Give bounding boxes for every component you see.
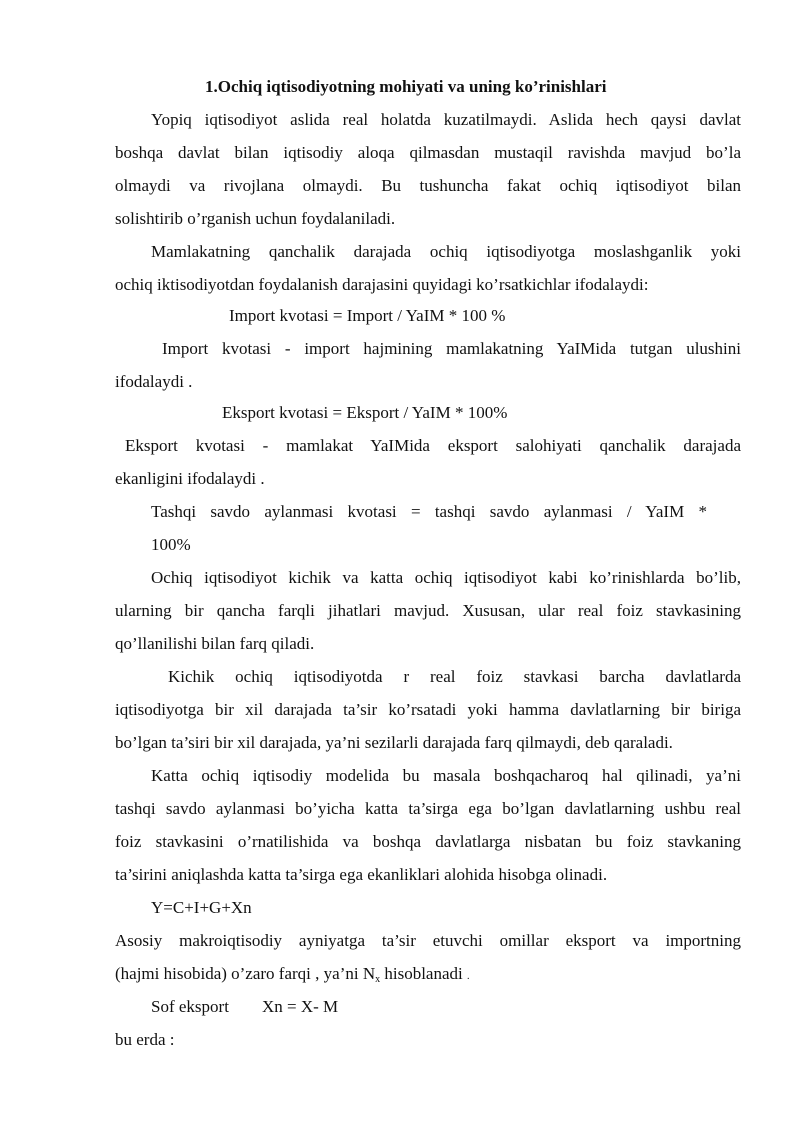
p4-line-2: ekanligini ifodalaydi .	[115, 469, 265, 488]
p3-line-1: Import kvotasi - import hajmining mamlakatning YaIMida tutgan ulushini	[162, 339, 741, 358]
formula-import: Import kvotasi = Import / YaIM * 100 %	[229, 306, 506, 325]
p2-line-2: ochiq iktisodiyotdan foydalanish darajasini quyidagi ko’rsatkichlar ifodalaydi:	[115, 275, 649, 294]
p8-line-3: foiz stavkasini o’rnatilishida va boshqa davlatlarga nisbatan bu foiz stavkaning	[115, 832, 741, 851]
p7-line-3: bo’lgan ta’siri bir xil darajada, ya’ni sezilarli darajada farq qilmaydi, deb qaraladi.	[115, 733, 673, 752]
p8-line-2: tashqi savdo aylanmasi bo’yicha katta ta’sirga ega bo’lgan davlatlarning ushbu real	[115, 799, 741, 818]
p5-line-2: 100%	[151, 535, 191, 554]
p9-line-2-dot: .	[467, 971, 470, 982]
p5-line-1: Tashqi savdo aylanmasi kvotasi = tashqi savdo aylanmasi / YaIM *	[151, 502, 707, 521]
p9-line-2-text-a: (hajmi hisobida) o’zaro farqi , ya’ni N	[115, 964, 376, 983]
p8-line-4: ta’sirini aniqlashda katta ta’sirga ega ekanliklari alohida hisobga olinadi.	[115, 865, 608, 884]
p2-line-1: Mamlakatning qanchalik darajada ochiq iqtisodiyotga moslashganlik yoki	[151, 242, 741, 261]
p4-line-1: Eksport kvotasi - mamlakat YaIMida eksport salohiyati qanchalik darajada	[125, 436, 741, 455]
formula-export: Eksport kvotasi = Eksport / YaIM * 100%	[222, 403, 508, 422]
p9-line-2-subscript: x	[375, 974, 381, 985]
p1-line-4: solishtirib o’rganish uchun foydalaniladi.	[115, 209, 396, 228]
p9-line-2-text-b: hisoblanadi	[380, 964, 463, 983]
p3-line-2: ifodalaydi .	[115, 372, 193, 391]
formula-gdp: Y=C+I+G+Xn	[151, 898, 252, 917]
p7-line-1: Kichik ochiq iqtisodiyotda r real foiz stavkasi barcha davlatlarda	[168, 667, 741, 686]
p8-line-1: Katta ochiq iqtisodiy modelida bu masala boshqacharoq hal qilinadi, ya’ni	[151, 766, 741, 785]
p9-line-2	[115, 964, 470, 987]
p6-line-2: ularning bir qancha farqli jihatlari mavjud. Xususan, ular real foiz stavkasining	[115, 601, 741, 620]
p9-line-1: Asosiy makroiqtisodiy ayniyatga ta’sir etuvchi omillar eksport va importning	[115, 931, 741, 950]
p6-line-1: Ochiq iqtisodiyot kichik va katta ochiq iqtisodiyot kabi ko’rinishlarda bo’lib,	[151, 568, 741, 587]
p1-line-3: olmaydi va rivojlana olmaydi. Bu tushuncha fakat ochiq iqtisodiyot bilan	[115, 176, 741, 195]
p1-line-2: boshqa davlat bilan iqtisodiy aloqa qilmasdan mustaqil ravishda mavjud bo’la	[115, 143, 741, 162]
sof-eksport-label: Sof eksport	[151, 997, 229, 1016]
p6-line-3: qo’llanilishi bilan farq qiladi.	[115, 634, 315, 653]
section-title: 1.Ochiq iqtisodiyotning mohiyati va uning ko’rinishlari	[205, 77, 607, 96]
p7-line-2: iqtisodiyotga bir xil darajada ta’sir ko’rsatadi yoki hamma davlatlarning bir biriga	[115, 700, 741, 719]
sof-eksport-formula: Xn = X- M	[262, 997, 339, 1016]
bu-erda-label: bu erda :	[115, 1030, 175, 1049]
p1-line-1: Yopiq iqtisodiyot aslida real holatda kuzatilmaydi. Aslida hech qaysi davlat	[151, 110, 741, 129]
